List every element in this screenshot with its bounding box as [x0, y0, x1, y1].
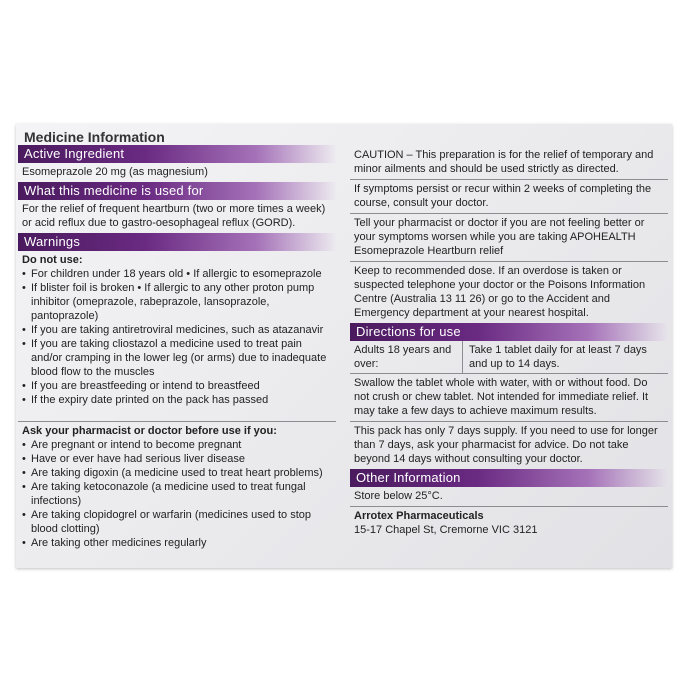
list-item: • Are taking other medicines regularly — [22, 536, 332, 550]
ask-block — [18, 422, 336, 553]
company-name: Arrotex Pharmaceuticals — [354, 510, 484, 522]
list-item: • For children under 18 years old • If allergic to esomeprazole — [22, 267, 332, 281]
list-item: • Are taking clopidogrel or warfarin (medicines used to stop blood clotting) — [22, 508, 332, 536]
use-text: For the relief of frequent heartburn (two or more times a week) or acid reflux due to gastro-oesophageal reflux (GORD). — [22, 203, 326, 229]
swallow-text: Swallow the tablet whole with water, with or without food. Do not crush or chew tablet. Not intended for immediate relief. It may take a few days to achieve maximum results. — [350, 374, 668, 422]
ask-label: Ask your pharmacist or doctor before use if you: — [22, 425, 277, 437]
tell-text: Tell your pharmacist or doctor if you are not feeling better or your symptoms worsen while you are taking APOHEALTH Esomeprazole Heartburn relief — [350, 214, 668, 262]
dosage-table — [350, 341, 668, 374]
warnings-heading: Warnings — [18, 233, 336, 251]
supply-text: This pack has only 7 days supply. If you need to use for longer than 7 days, ask your pharmacist for advice. Do not take beyond 14 days without consulting your doctor. — [354, 425, 658, 465]
list-item: • If you are taking antiretroviral medicines, such as atazanavir — [22, 323, 332, 337]
right-column — [350, 146, 668, 540]
medicine-information-panel — [16, 124, 672, 568]
age-cell: Adults 18 years and over: — [350, 341, 463, 373]
list-item: • If blister foil is broken • If allergic to any other proton pump inhibitor (omeprazole, rabeprazole, lansoprazole, pantoprazole) — [22, 281, 332, 323]
use-heading: What this medicine is used for — [18, 182, 336, 200]
list-item: • Have or ever have had serious liver disease — [22, 452, 332, 466]
list-item: • If you are breastfeeding or intend to breastfeed — [22, 379, 332, 393]
active-ingredient-text: Esomeprazole 20 mg (as magnesium) — [22, 166, 208, 178]
ask-list — [22, 438, 332, 550]
do-not-use-list — [22, 267, 332, 407]
do-not-use-block — [18, 251, 336, 422]
directions-heading: Directions for use — [350, 323, 668, 341]
panel-title: Medicine Information — [24, 129, 165, 145]
do-not-use-label: Do not use: — [22, 254, 83, 266]
list-item: • Are taking ketoconazole (a medicine used to treat fungal infections) — [22, 480, 332, 508]
active-ingredient-heading: Active Ingredient — [18, 145, 336, 163]
company-block — [350, 507, 668, 540]
persist-text: If symptoms persist or recur within 2 weeks of completing the course, consult your doctor. — [350, 180, 668, 214]
dose-text: Keep to recommended dose. If an overdose is taken or suspected telephone your doctor or the Poisons Information Centre (Australia 13 11 26) or go to the Accident and Emergency department at your nearest hospital. — [354, 265, 646, 319]
list-item: • If the expiry date printed on the pack has passed — [22, 393, 332, 407]
list-item: • Are taking digoxin (a medicine used to treat heart problems) — [22, 466, 332, 480]
storage-text: Store below 25°C. — [350, 487, 668, 507]
company-address: 15-17 Chapel St, Cremorne VIC 3121 — [354, 524, 538, 536]
dosing-cell: Take 1 tablet daily for at least 7 days and up to 14 days. — [469, 344, 647, 370]
left-column — [18, 124, 336, 553]
other-info-heading: Other Information — [350, 469, 668, 487]
list-item: • Are pregnant or intend to become pregnant — [22, 438, 332, 452]
caution-text: CAUTION – This preparation is for the relief of temporary and minor ailments and should be used strictly as directed. — [350, 146, 668, 180]
list-item: • If you are taking cliostazol a medicine used to treat pain and/or cramping in the lower leg (or arms) due to inadequate blood flow to the muscles — [22, 337, 332, 379]
